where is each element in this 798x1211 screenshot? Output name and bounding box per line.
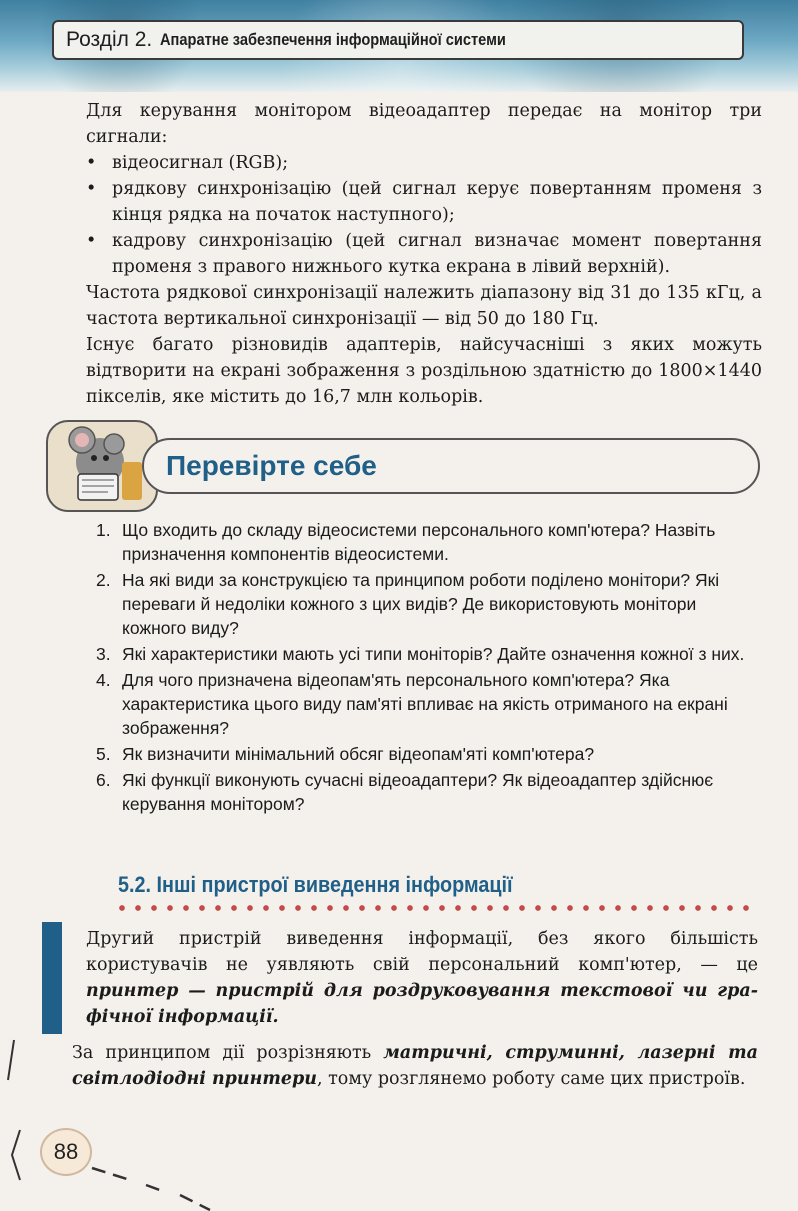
question-number: 1. xyxy=(96,520,111,540)
signal-item: • відеосигнал (RGB); xyxy=(86,150,762,176)
question-number: 4. xyxy=(96,670,111,690)
question-text: На які види за конструкцією та принципом роботи поділено монітори? Які переваги й недоліки кожного з цих видів? Де використовують монітори кожного виду? xyxy=(122,570,720,638)
question-text: Як визначити мінімальний обсяг відеопам'яті комп'ютера? xyxy=(122,744,595,764)
question-text: Які характеристики мають усі типи моніторів? Дайте означення кожної з них. xyxy=(122,644,745,664)
question-number: 5. xyxy=(96,744,111,764)
signal-item: • кадрову синхронізацію (цей сигнал визначає момент повертання променя з правого нижнього кутка екрана в лівий верхній). xyxy=(86,228,762,280)
intro-paragraph: Для керування монітором відеоадаптер передає на монітор три сигнали: xyxy=(86,101,762,147)
question-item xyxy=(96,742,758,766)
body-text xyxy=(86,98,762,410)
question-item xyxy=(96,642,758,666)
dotted-divider xyxy=(114,904,754,912)
question-item xyxy=(96,518,758,566)
question-item xyxy=(96,768,758,816)
question-text: Які функції виконують сучасні відеоадаптери? Як відеоадаптер здійснює керування монітором? xyxy=(122,770,714,814)
question-item xyxy=(96,668,758,740)
definition-side-bar xyxy=(42,922,62,1034)
adapters-paragraph: Існує багато різновидів адаптерів, найсучасніші з яких можуть відтворити на екрані зображення з роздільною здатністю до 1800×1440 пікселів, яке містить до 16,7 млн кольорів. xyxy=(86,335,762,407)
chapter-number: Розділ 2. xyxy=(66,28,153,51)
printers-end: , тому розглянемо роботу саме цих пристроїв. xyxy=(317,1069,746,1089)
question-number: 6. xyxy=(96,770,111,790)
check-yourself-title: Перевірте себе xyxy=(166,450,377,481)
definition-emphasis: принтер — пристрій для роздруковування текстової чи графічної інформації. xyxy=(86,981,758,1027)
question-number: 2. xyxy=(96,570,111,590)
question-text: Що входить до складу відеосистеми персонального комп'ютера? Назвіть призначення компонентів відеосистеми. xyxy=(122,520,716,564)
chapter-title: Апаратне забезпечення інформаційної системи xyxy=(160,30,507,49)
question-item xyxy=(96,568,758,640)
frequency-paragraph: Частота рядкової синхронізації належить діапазону від 31 до 135 кГц, а частота вертикальної синхронізації — від 50 до 180 Гц. xyxy=(86,283,762,329)
printers-emphasis: матричні, струминні, лазерні та світлодіодні принтери xyxy=(72,1043,758,1089)
mouse-icon xyxy=(48,422,156,510)
signal-item: • рядкову синхронізацію (цей сигнал керує повертанням променя з кінця рядка на початок наступного); xyxy=(86,176,762,228)
signal-list xyxy=(86,150,762,280)
question-text: Для чого призначена відеопам'ять персонального комп'ютера? Яка характеристика цього виду пам'яті впливає на якість отриманого на екрані зображення? xyxy=(122,670,728,738)
printers-start: За принципом дії розрізняють xyxy=(72,1043,384,1063)
definition-start: Другий пристрій виведення інформації, без якого більшість користувачів не уявляють свій персональний комп'ютер, — це xyxy=(86,929,758,975)
definition-text xyxy=(86,926,758,1030)
chapter-header xyxy=(52,20,744,60)
page-number: 88 xyxy=(40,1128,92,1176)
question-number: 3. xyxy=(96,644,111,664)
review-questions xyxy=(96,518,758,818)
check-yourself-panel xyxy=(142,438,760,494)
corner-decoration xyxy=(0,1020,260,1211)
definition-paragraph xyxy=(86,926,758,1030)
subsection-heading: 5.2. Інші пристрої виведення інформації xyxy=(118,872,513,897)
